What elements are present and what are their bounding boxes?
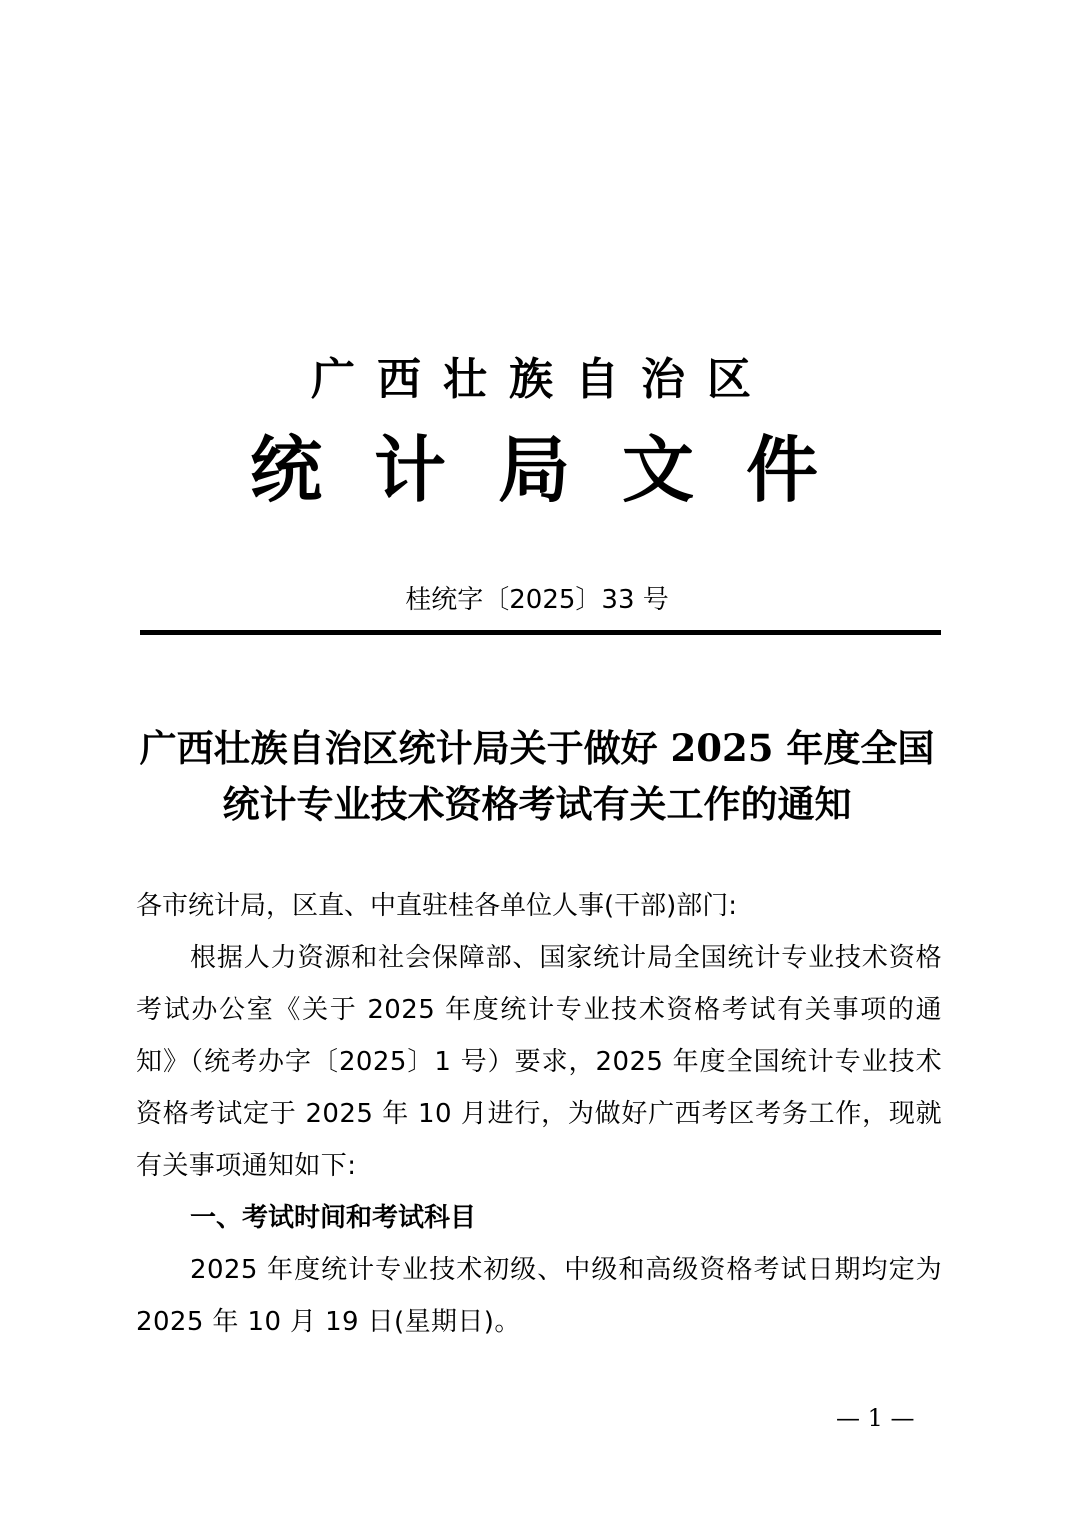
body-paragraph-1: 根据人力资源和社会保障部、国家统计局全国统计专业技术资格考试办公室《关于 2025 年度统计专业技术资格考试有关事项的通知》（统考办字〔2025〕1 号）要求，2025 年度全国统计专业技术资格考试定于 2025 年 10 月进行，为做好广西考区考务工作，现就有关事项通知如下: [136, 943, 942, 1181]
header-divider-rule [140, 630, 941, 635]
body-paragraph-2: 2025 年度统计专业技术初级、中级和高级资格考试日期均定为 2025 年 10 月 19 日(星期日)。 [136, 1255, 942, 1337]
document-title: 广西壮族自治区统计局关于做好 2025 年度全国统计专业技术资格考试有关工作的通知 [139, 726, 935, 826]
issuer-name-line1: 广西壮族自治区 [311, 354, 773, 405]
page-number: — 1 — [836, 1404, 915, 1432]
salutation: 各市统计局，区直、中直驻桂各单位人事(干部)部门: [136, 891, 738, 921]
document-number: 桂统字〔2025〕33 号 [405, 585, 669, 615]
issuer-name-line2: 统计局文件 [249, 427, 870, 512]
section-heading-1: 一、考试时间和考试科目 [190, 1203, 477, 1233]
